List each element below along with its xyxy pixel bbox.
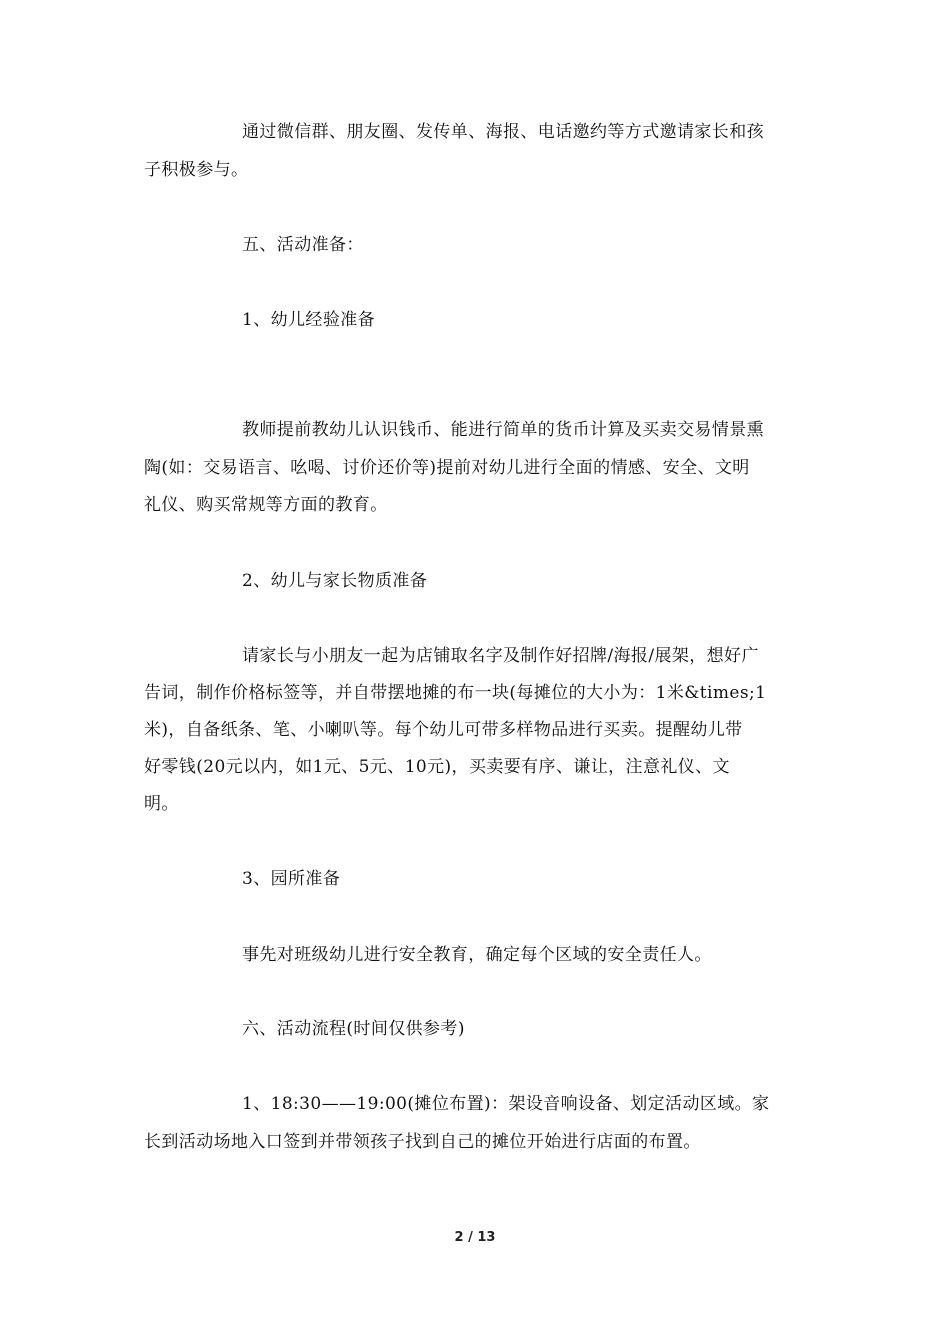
paragraph-parents-line-2: 告词，制作价格标签等，并自带摆地摊的布一块(每摊位的大小为：1米&times;1 [144,683,767,703]
paragraph-teacher-line-2: 陶(如：交易语言、吆喝、讨价还价等)提前对幼儿进行全面的情感、安全、文明 [144,458,750,478]
paragraph-invite-line-1: 通过微信群、朋友圈、发传单、海报、电话邀约等方式邀请家长和孩 [242,122,764,142]
subheading-child-experience: 1、幼儿经验准备 [242,310,376,330]
paragraph-invite-line-2: 子积极参与。 [144,160,249,180]
paragraph-schedule-line-2: 长到活动场地入口签到并带领孩子找到自己的摊位开始进行店面的布置。 [144,1132,701,1152]
paragraph-schedule-line-1: 1、18:30——19:00(摊位布置)：架设音响设备、划定活动区域。家 [242,1094,770,1114]
paragraph-teacher-line-1: 教师提前教幼儿认识钱币、能进行简单的货币计算及买卖交易情景熏 [242,420,764,440]
subheading-kindergarten-preparation: 3、园所准备 [242,869,341,889]
section-heading-preparation: 五、活动准备： [242,235,364,255]
page-number: 2 / 13 [454,1230,496,1245]
paragraph-parents-line-4: 好零钱(20元以内，如1元、5元、10元)，买卖要有序、谦让，注意礼仪、文 [144,757,730,777]
paragraph-parents-line-1: 请家长与小朋友一起为店铺取名字及制作好招牌/海报/展架，想好广 [242,646,759,666]
paragraph-teacher-line-3: 礼仪、购买常规等方面的教育。 [144,495,388,515]
section-heading-process: 六、活动流程(时间仅供参考) [242,1019,465,1039]
paragraph-parents-line-5: 明。 [144,794,179,814]
paragraph-parents-line-3: 米)，自备纸条、笔、小喇叭等。每个幼儿可带多样物品进行买卖。提醒幼儿带 [144,720,743,740]
subheading-material-preparation: 2、幼儿与家长物质准备 [242,571,428,591]
paragraph-safety-line-1: 事先对班级幼儿进行安全教育，确定每个区域的安全责任人。 [242,945,712,965]
